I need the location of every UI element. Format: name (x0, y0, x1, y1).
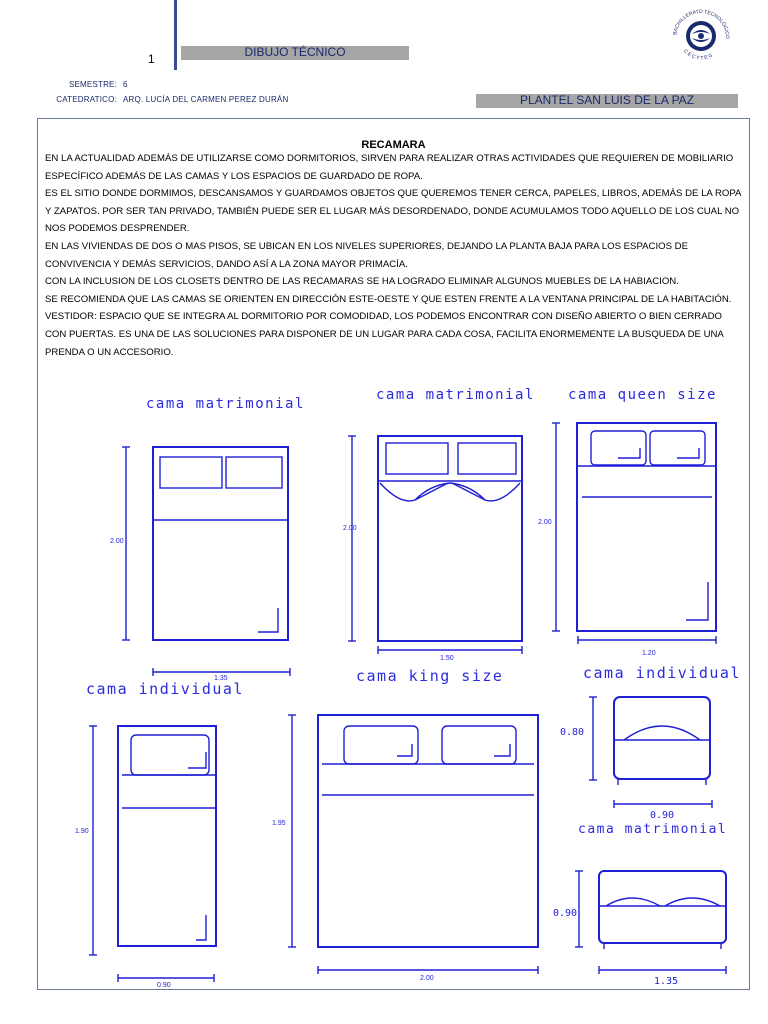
bed-6-drawing (589, 697, 712, 808)
paragraph: ES EL SITIO DONDE DORMIMOS, DESCANSAMOS Y GUARDAMOS OBJETOS QUE QUEREMOS TENER CERCA, PAPELES, LIBROS, ADEMÁS DE LA ROPA Y ZAPATOS. POR SER TAN PRIVADO, TAMBIÉN PUEDE SER EL LUGAR MÁS DESORDENADO, DONDE ACUMULAMOS TODO AQUELLO DE LOS CUAL NO NOS PODEMOS DESPRENDER. (45, 188, 741, 235)
caption-bed6: cama individual (583, 664, 741, 682)
paragraph: SE RECOMIENDA QUE LAS CAMAS SE ORIENTEN EN DIRECCIÓN ESTE-OESTE Y QUE ESTEN FRENTE A LA VENTANA PRINCIPAL DE LA HABITACIÓN. (45, 293, 732, 305)
document-title: RECAMARA (361, 139, 426, 151)
page-number: 1 (148, 52, 155, 66)
bed-4-width-dim: 0.90 (157, 982, 171, 989)
bed-5-height-dim: 1.95 (272, 820, 286, 827)
catedratico-label: CATEDRATICO: (56, 95, 117, 104)
bed-7-width-dim: 1.35 (654, 976, 679, 987)
bed-3-width-dim: 1.20 (642, 650, 656, 657)
bed-5-width-dim: 2.00 (420, 975, 434, 982)
paragraph: EN LA ACTUALIDAD ADEMÁS DE UTILIZARSE COMO DORMITORIOS, SIRVEN PARA REALIZAR OTRAS ACTIVIDADES QUE REQUIEREN DE MOBILIARIO ESPECÍFICO ADEMÁS DE LAS CAMAS Y LOS ESPACIOS DE GUARDADO DE ROPA. (45, 153, 734, 182)
paragraph: EN LAS VIVIENDAS DE DOS O MAS PISOS, SE UBICAN EN LOS NIVELES SUPERIORES, DEJANDO LA PLANTA BAJA PARA LOS ESPACIOS DE CONVIVENCIA Y DEMÁS SERVICIOS, DANDO ASÍ A LA ZONA MAYOR PRIMACÍA. (45, 240, 688, 270)
bed-7-drawing (575, 871, 726, 974)
bed-7-height-dim: 0.90 (553, 908, 578, 919)
bed-3-drawing (552, 423, 716, 644)
paragraph: CON LA INCLUSION DE LOS CLOSETS DENTRO DE LAS RECAMARAS SE HA LOGRADO ELIMINAR ALGUNOS MUEBLES DE LA HABIACION. (45, 276, 679, 288)
bed-1-drawing (122, 447, 290, 676)
plantel-name: PLANTEL SAN LUIS DE LA PAZ (519, 93, 695, 107)
bed-4-height-dim: 1.90 (75, 828, 89, 835)
bed-3-height-dim: 2.00 (538, 519, 552, 526)
bed-5-drawing (288, 715, 538, 974)
bed-1-width-dim: 1.35 (214, 675, 228, 682)
semestre-label: SEMESTRE: (68, 80, 117, 89)
paragraph: VESTIDOR: ESPACIO QUE SE INTEGRA AL DORMITORIO POR COMODIDAD, LOS PODEMOS ENCONTRAR CON DISEÑO ABIERTO O BIEN CERRADO CON PUERTAS. ES UNA DE LAS SOLUCIONES PARA DISPONER DE UN LUGAR PARA CADA COSA, FACILITA ENORMEMENTE LA BUSQUEDA DE UNA PRENDA O UN ACCESORIO. (45, 311, 724, 358)
semestre-value: 6 (123, 80, 128, 89)
caption-bed1: cama matrimonial (146, 396, 305, 412)
caption-bed5: cama king size (356, 667, 504, 685)
bed-2-height-dim: 2.00 (343, 525, 357, 532)
bed-2-width-dim: 1.50 (440, 655, 454, 662)
logo-text-bottom: C E C Y T E G (682, 48, 714, 62)
bed-6-height-dim: 0.80 (560, 727, 585, 738)
caption-bed7: cama matrimonial (578, 822, 728, 837)
logo-text-top: BACHILLERATO TECNOLÓGICO (672, 8, 731, 40)
bed-4-drawing (89, 726, 216, 982)
bed-6-width-dim: 0.90 (650, 810, 675, 821)
caption-bed4: cama individual (86, 680, 244, 698)
catedratico-value: ARQ. LUCÍA DEL CARMEN PEREZ DURÁN (123, 95, 289, 104)
bed-1-height-dim: 2.00 (110, 538, 124, 545)
subject-title: DIBUJO TÉCNICO (244, 45, 346, 59)
bed-2-drawing (348, 436, 522, 654)
caption-bed3: cama queen size (568, 387, 717, 403)
caption-bed2: cama matrimonial (376, 387, 535, 403)
